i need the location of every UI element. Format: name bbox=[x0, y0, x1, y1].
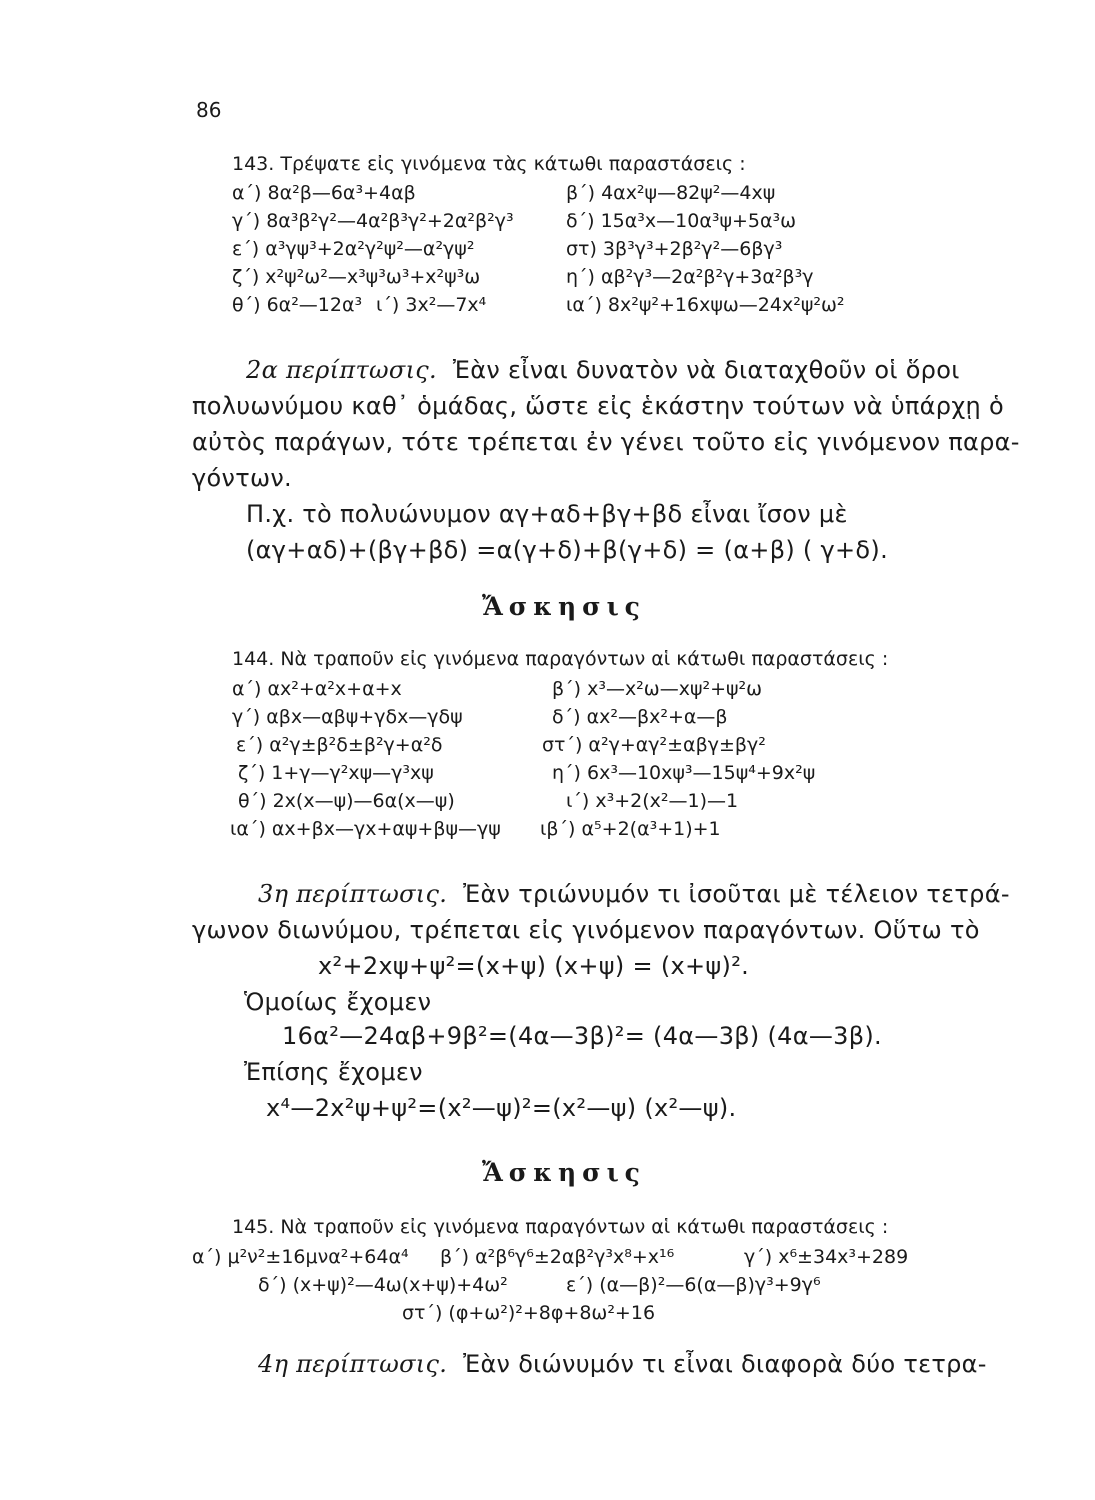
paragraph-line: γόντων. bbox=[192, 464, 292, 492]
equation: 16α²—24αβ+9β²=(4α—3β)²= (4α—3β) (4α—3β). bbox=[282, 1022, 882, 1050]
list-item: β΄) 4αx²ψ—82ψ²—4xψ bbox=[566, 182, 776, 204]
paragraph-line: Ἐπίσης ἔχομεν bbox=[244, 1058, 423, 1086]
paragraph-line: αὐτὸς παράγων, τότε τρέπεται ἐν γένει τοῦτο εἰς γινόμενον παρα- bbox=[192, 428, 1020, 456]
case-4-line bbox=[258, 1350, 987, 1378]
list-item: β΄) α²β⁶γ⁶±2αβ²γ³x⁸+x¹⁶ bbox=[440, 1246, 675, 1268]
case-3-first-line bbox=[258, 880, 1010, 908]
case-2-first-line bbox=[246, 356, 960, 384]
paragraph-line: Ἐὰν τριώνυμόν τι ἰσοῦται μὲ τέλειον τετρά- bbox=[463, 880, 1010, 908]
exercise-heading: Ἄσκησις bbox=[482, 1158, 646, 1187]
example-line: Π.χ. τὸ πολυώνυμον αγ+αδ+βγ+βδ εἶναι ἴσον μὲ bbox=[246, 500, 848, 528]
list-item: θ΄) 6α²—12α³ bbox=[232, 294, 363, 316]
list-item: ζ΄) 1+γ—γ²xψ—γ³xψ bbox=[238, 762, 434, 784]
list-item: γ΄) x⁶±34x³+289 bbox=[744, 1246, 909, 1268]
list-item: η΄) αβ²γ³—2α²β²γ+3α²β³γ bbox=[566, 266, 814, 288]
exercise-heading: Ἄσκησις bbox=[482, 592, 646, 621]
list-item: ε΄) (α—β)²—6(α—β)γ³+9γ⁶ bbox=[566, 1274, 821, 1296]
paragraph-line: Ἐὰν διώνυμόν τι εἶναι διαφορὰ δύο τετρα- bbox=[463, 1350, 987, 1378]
list-item: ια΄) αx+βx—γx+αψ+βψ—γψ bbox=[230, 818, 501, 840]
list-item: α΄) 8α²β—6α³+4αβ bbox=[232, 182, 416, 204]
list-item: β΄) x³—x²ω—xψ²+ψ²ω bbox=[552, 678, 763, 700]
page-number: 86 bbox=[196, 98, 222, 122]
case-2-label: 2α περίπτωσις. bbox=[246, 356, 437, 384]
case-3-label: 3η περίπτωσις. bbox=[258, 880, 448, 908]
exercise-143-intro: 143. Τρέψατε εἰς γινόμενα τὰς κάτωθι παραστάσεις : bbox=[232, 153, 746, 175]
list-item: ζ΄) x²ψ²ω²—x³ψ³ω³+x²ψ³ω bbox=[232, 266, 481, 288]
list-item: δ΄) 15α³x—10α³ψ+5α³ω bbox=[566, 210, 797, 232]
paragraph-line: πολυωνύμου καθ᾿ ὁμάδας, ὥστε εἰς ἑκάστην τούτων νὰ ὑπάρχῃ ὁ bbox=[192, 392, 1004, 420]
list-item: ι΄) x³+2(x²—1)—1 bbox=[566, 790, 739, 812]
paragraph-line: Ὁμοίως ἔχομεν bbox=[244, 988, 432, 1016]
case-4-label: 4η περίπτωσις. bbox=[258, 1350, 448, 1378]
list-item: ια΄) 8x²ψ²+16xψω—24x²ψ²ω² bbox=[566, 294, 845, 316]
list-item: η΄) 6x³—10xψ³—15ψ⁴+9x²ψ bbox=[552, 762, 816, 784]
list-item: ε΄) α²γ±β²δ±β²γ+α²δ bbox=[236, 734, 443, 756]
paragraph-line: Ἐὰν εἶναι δυνατὸν νὰ διαταχθοῦν οἱ ὅροι bbox=[452, 356, 960, 384]
list-item: ιβ΄) α⁵+2(α³+1)+1 bbox=[540, 818, 721, 840]
equation: x²+2xψ+ψ²=(x+ψ) (x+ψ) = (x+ψ)². bbox=[318, 952, 750, 980]
exercise-144-intro: 144. Νὰ τραποῦν εἰς γινόμενα παραγόντων αἱ κάτωθι παραστάσεις : bbox=[232, 648, 889, 670]
list-item: στ΄) α²γ+αγ²±αβγ±βγ² bbox=[542, 734, 766, 756]
list-item: γ΄) 8α³β²γ²—4α²β³γ²+2α²β²γ³ bbox=[232, 210, 514, 232]
list-item: γ΄) αβx—αβψ+γδx—γδψ bbox=[232, 706, 463, 728]
list-item: α΄) αx²+α²x+α+x bbox=[232, 678, 402, 700]
list-item: ι΄) 3x²—7x⁴ bbox=[376, 294, 487, 316]
exercise-145-intro: 145. Νὰ τραποῦν εἰς γινόμενα παραγόντων αἱ κάτωθι παραστάσεις : bbox=[232, 1216, 889, 1238]
list-item: δ΄) (x+ψ)²—4ω(x+ψ)+4ω² bbox=[258, 1274, 508, 1296]
list-item: α΄) μ²ν²±16μνα²+64α⁴ bbox=[192, 1246, 409, 1268]
paragraph-line: γωνον διωνύμου, τρέπεται εἰς γινόμενον παραγόντων. Οὕτω τὸ bbox=[192, 916, 980, 944]
list-item: δ΄) αx²—βx²+α—β bbox=[552, 706, 728, 728]
list-item: στ) 3β³γ³+2β²γ²—6βγ³ bbox=[566, 238, 783, 260]
list-item: θ΄) 2x(x—ψ)—6α(x—ψ) bbox=[238, 790, 455, 812]
list-item: ε΄) α³γψ³+2α²γ²ψ²—α²γψ² bbox=[232, 238, 475, 260]
equation: x⁴—2x²ψ+ψ²=(x²—ψ)²=(x²—ψ) (x²—ψ). bbox=[266, 1094, 737, 1122]
list-item: στ΄) (φ+ω²)²+8φ+8ω²+16 bbox=[402, 1302, 656, 1324]
example-equation: (αγ+αδ)+(βγ+βδ) =α(γ+δ)+β(γ+δ) = (α+β) ( γ+δ). bbox=[246, 536, 889, 564]
